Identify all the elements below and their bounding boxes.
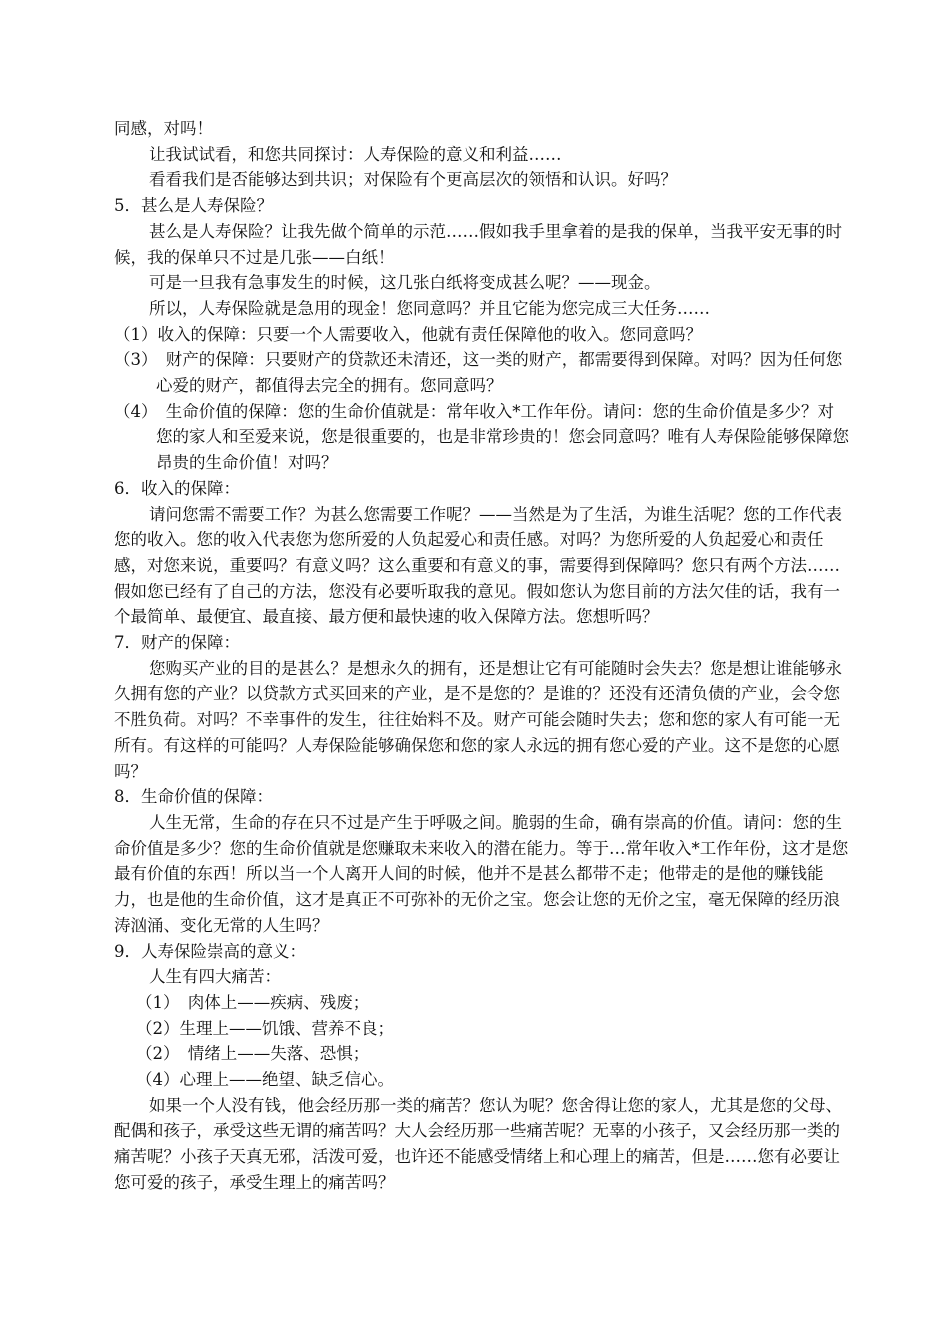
paragraph: 甚么是人寿保险？让我先做个简单的示范……假如我手里拿着的是我的保单，当我平安无事的时候，我的保单只不过是几张——白纸！	[114, 221, 842, 267]
paragraph: 如果一个人没有钱，他会经历那一类的痛苦？您认为呢？您舍得让您的家人，尤其是您的父母、配偶和孩子，承受这些无谓的痛苦吗？大人会经历那一些痛苦呢？无辜的小孩子，又会经历那一类的痛苦呢？小孩子天真无邪，活泼可爱，也许还不能感受情绪上和心理上的痛苦，但是……您有必要让您可爱的孩子，承受生理上的痛苦吗？	[114, 1095, 842, 1192]
paragraph: 所以，人寿保险就是急用的现金！您同意吗？并且它能为您完成三大任务……	[149, 298, 710, 318]
paragraph: 人生无常，生命的存在只不过是产生于呼吸之间。脆弱的生命，确有崇高的价值。请问：您的生命价值是多少？您的生命价值就是您赚取未来收入的潜在能力。等于…常年收入*工作年份，这才是您最有价值的东西！所以当一个人离开人间的时候，他并不是甚么都带不走；他带走的是他的赚钱能力，也是他的生命价值，这才是真正不可弥补的无价之宝。您会让您的无价之宝，毫无保障的经历浪涛汹涌、变化无常的人生吗？	[114, 812, 849, 935]
paragraph: 看看我们是否能够达到共识；对保险有个更高层次的领悟和认识。好吗？	[149, 170, 677, 190]
paragraph: （4）心理上——绝望、缺乏信心。	[136, 1070, 394, 1090]
paragraph: 7．财产的保障：	[114, 633, 240, 653]
paragraph: 8．生命价值的保障：	[114, 787, 273, 807]
paragraph: 6．收入的保障：	[114, 478, 240, 498]
paragraph: （2）生理上——饥饿、营养不良；	[136, 1018, 394, 1038]
paragraph: 让我试试看，和您共同探讨：人寿保险的意义和利益……	[149, 144, 562, 164]
paragraph: 9．人寿保险崇高的意义：	[114, 941, 306, 961]
paragraph: 您购买产业的目的是甚么？是想永久的拥有，还是想让它有可能随时会失去？您是想让谁能够永久拥有您的产业？以贷款方式买回来的产业，是不是您的？是谁的？还没有还清负债的产业，会令您不胜负荷。对吗？不幸事件的发生，往往始料不及。财产可能会随时失去；您和您的家人有可能一无所有。有这样的可能吗？人寿保险能够确保您和您的家人永远的拥有您心爱的产业。这不是您的心愿吗？	[114, 658, 842, 781]
paragraph: （4） 生命价值的保障：您的生命价值就是：常年收入*工作年份。请问：您的生命价值是多少？对您的家人和至爱来说，您是很重要的，也是非常珍贵的！您会同意吗？唯有人寿保险能够保障您昂贵的生命价值！对吗？	[114, 401, 849, 473]
paragraph: （3） 财产的保障：只要财产的贷款还未清还，这一类的财产，都需要得到保障。对吗？因为任何您心爱的财产，都值得去完全的拥有。您同意吗？	[114, 350, 843, 396]
document-body	[114, 116, 849, 1196]
paragraph: 5．甚么是人寿保险？	[114, 196, 273, 216]
paragraph: （1） 肉体上——疾病、残废；	[136, 992, 370, 1012]
paragraph: （2） 情绪上——失落、恐惧；	[136, 1044, 370, 1064]
paragraph: 同感，对吗！	[114, 119, 213, 138]
paragraph: 人生有四大痛苦：	[149, 967, 281, 987]
paragraph: 请问您需不需要工作？为甚么您需要工作呢？——当然是为了生活，为谁生活呢？您的工作代表您的收入。您的收入代表您为您所爱的人负起爱心和责任感。对吗？为您所爱的人负起爱心和责任感，对您来说，重要吗？有意义吗？这么重要和有意义的事，需要得到保障吗？您只有两个方法……假如您已经有了自己的方法，您没有必要听取我的意见。假如您认为您目前的方法欠佳的话，我有一个最简单、最便宜、最直接、最方便和最快速的收入保障方法。您想听吗？	[114, 504, 842, 627]
paragraph: （1）收入的保障：只要一个人需要收入，他就有责任保障他的收入。您同意吗？	[114, 324, 702, 344]
paragraph: 可是一旦我有急事发生的时候，这几张白纸将变成甚么呢？——现金。	[149, 273, 661, 293]
